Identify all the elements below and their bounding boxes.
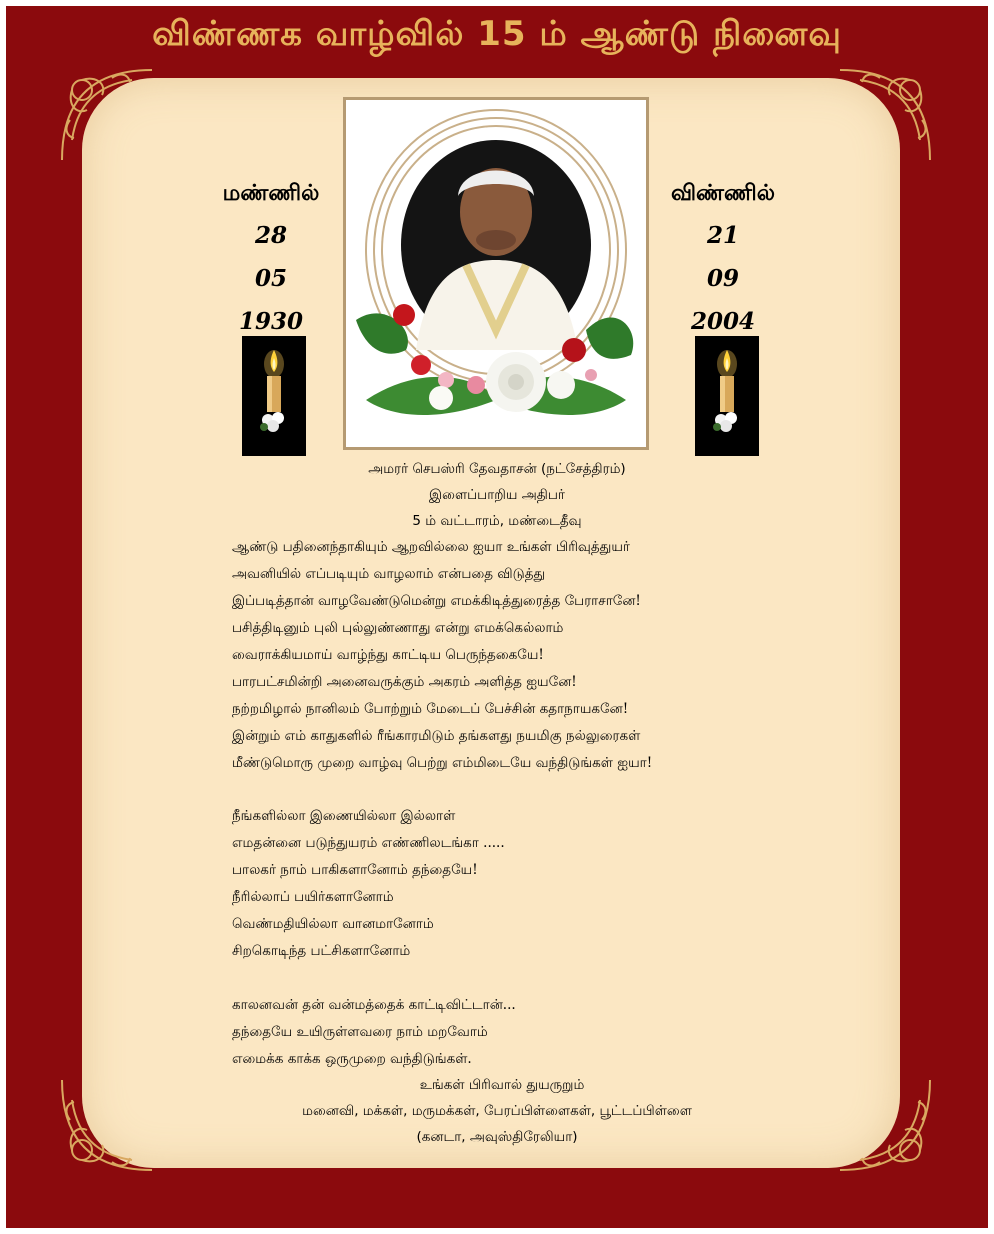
poem-line: வைராக்கியமாய் வாழ்ந்து காட்டிய பெருந்தகையே! [232,647,544,663]
person-role: இளைப்பாறிய அதிபர் [429,487,565,503]
poem-line: ஆண்டு பதினைந்தாகியும் ஆறவில்லை ஐயா உங்கள் பிரிவுத்துயர் [232,539,630,555]
portrait-photo [343,97,649,450]
death-date-block [648,174,798,343]
poem-line: இன்றும் எம் காதுகளில் ரீங்காரமிடும் தங்களது நயமிகு நல்லுரைகள் [232,728,641,744]
poem-line: நற்றமிழால் நானிலம் போற்றும் மேடைப் பேச்சின் கதாநாயகனே! [232,701,629,717]
poem-line: அவனியில் எப்படியும் வாழலாம் என்பதை விடுத்து [232,566,546,582]
death-label: விண்ணில் [670,181,775,206]
page-title: விண்ணக வாழ்வில் 15 ம் ஆண்டு நினைவு [152,14,842,54]
poem-line: வெண்மதியில்லா வானமானோம் [232,916,434,932]
poem-line: நீரில்லாப் பயிர்களானோம் [232,889,394,905]
poem-line: எமைக்க காக்க ஒருமுறை வந்திடுங்கள். [232,1051,472,1067]
poem-line: பாரபட்சமின்றி அனைவருக்கும் அகரம் அளித்த ஐயனே! [232,674,577,690]
poem-line: தந்தையே உயிருள்ளவரை நாம் மறவோம் [232,1024,488,1040]
poem-line: பாலகர் நாம் பாகிகளானோம் தந்தையே! [232,862,478,878]
flourish-ornament [52,60,162,170]
poem-line: சிறகொடிந்த பட்சிகளானோம் [232,943,411,959]
birth-month: 05 [254,265,287,292]
birth-date-block [196,174,346,343]
memorial-text [0,456,994,534]
candle-icon [695,336,759,456]
flourish-ornament [830,60,940,170]
death-year: 2004 [690,308,755,335]
birth-label: மண்ணில் [222,181,320,206]
person-name: அமரர் செபஸ்ரி தேவதாசன் (நட்சேத்திரம்) [368,461,626,477]
poem-line: நீங்களில்லா இணையில்லா இல்லாள் [232,808,456,824]
birth-year: 1930 [238,308,303,335]
person-place: 5 ம் வட்டாரம், மண்டைதீவு [412,513,582,529]
poem-line: காலனவன் தன் வன்மத்தைக் காட்டிவிட்டான்... [232,997,516,1013]
signoff-line: உங்கள் பிரிவால் துயருறும் [419,1077,585,1093]
death-day: 21 [706,222,739,249]
signoff [0,1072,994,1150]
poem-line: இப்படித்தான் வாழவேண்டுமென்று எமக்கிடித்துரைத்த பேராசானே! [232,593,641,609]
signoff-countries: (கனடா, அவுஸ்திரேலியா) [416,1129,578,1145]
poem-line: மீண்டுமொரு முறை வாழ்வு பெற்று எம்மிடையே வந்திடுங்கள் ஐயா! [232,755,653,771]
poem-line: எமதன்னை படுந்துயரம் எண்ணிலடங்கா ..... [232,835,505,851]
signoff-family: மனைவி, மக்கள், மருமக்கள், பேரப்பிள்ளைகள், பூட்டப்பிள்ளை [302,1103,692,1119]
candle-icon [242,336,306,456]
birth-day: 28 [254,222,287,249]
death-month: 09 [706,265,739,292]
poem-line: பசித்திடினும் புலி புல்லுண்ணாது என்று எமக்கெல்லாம் [232,620,564,636]
